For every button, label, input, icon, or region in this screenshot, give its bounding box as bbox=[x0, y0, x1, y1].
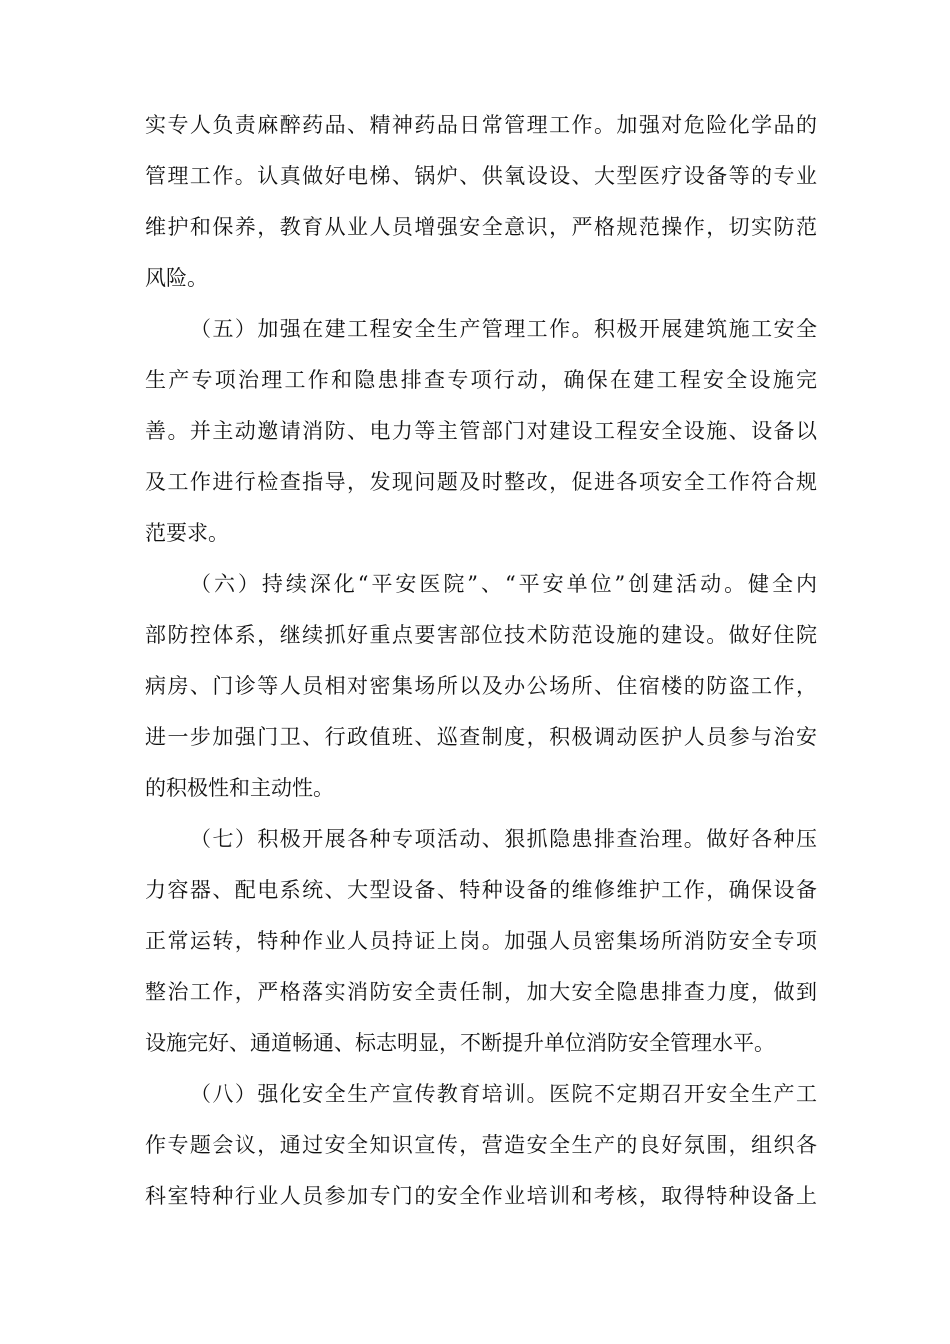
text-line: （七）积极开展各种专项活动、狠抓隐患排查治理。做好各种压 bbox=[190, 827, 817, 851]
paragraph-section-six bbox=[145, 559, 817, 814]
text-line: 管理工作。认真做好电梯、锅炉、供氧设设、大型医疗设备等的专业 bbox=[145, 164, 817, 188]
text-line: 力容器、配电系统、大型设备、特种设备的维修维护工作，确保设备 bbox=[145, 878, 817, 902]
text-line: 风险。 bbox=[145, 266, 208, 290]
text-line: 病房、门诊等人员相对密集场所以及办公场所、住宿楼的防盗工作， bbox=[145, 674, 817, 698]
text-line: （八）强化安全生产宣传教育培训。医院不定期召开安全生产工 bbox=[190, 1082, 817, 1106]
text-line: 维护和保养，教育从业人员增强安全意识，严格规范操作，切实防范 bbox=[145, 215, 817, 239]
text-line: 正常运转，特种作业人员持证上岗。加强人员密集场所消防安全专项 bbox=[145, 929, 817, 953]
text-line: 作专题会议，通过安全知识宣传，营造安全生产的良好氛围，组织各 bbox=[145, 1133, 817, 1157]
document-page bbox=[145, 100, 817, 1222]
paragraph-section-seven bbox=[145, 814, 817, 1069]
text-line: 范要求。 bbox=[145, 521, 229, 545]
text-line: 生产专项治理工作和隐患排查专项行动，确保在建工程安全设施完 bbox=[145, 368, 817, 392]
paragraph-continued bbox=[145, 100, 817, 304]
text-line: 实专人负责麻醉药品、精神药品日常管理工作。加强对危险化学品的 bbox=[145, 113, 817, 137]
text-line: 及工作进行检查指导，发现问题及时整改，促进各项安全工作符合规 bbox=[145, 470, 817, 494]
paragraph-section-five bbox=[145, 304, 817, 559]
paragraph-section-eight bbox=[145, 1069, 817, 1222]
text-line: 部防控体系，继续抓好重点要害部位技术防范设施的建设。做好住院 bbox=[145, 623, 817, 647]
text-line: 的积极性和主动性。 bbox=[145, 776, 334, 800]
text-line: 进一步加强门卫、行政值班、巡查制度，积极调动医护人员参与治安 bbox=[145, 725, 817, 749]
text-line: 设施完好、通道畅通、标志明显，不断提升单位消防安全管理水平。 bbox=[145, 1031, 775, 1055]
text-line: （六）持续深化“平安医院”、“平安单位”创建活动。健全内 bbox=[190, 572, 817, 596]
text-line: 整治工作，严格落实消防安全责任制，加大安全隐患排查力度，做到 bbox=[145, 980, 817, 1004]
text-line: 善。并主动邀请消防、电力等主管部门对建设工程安全设施、设备以 bbox=[145, 419, 817, 443]
text-line: （五）加强在建工程安全生产管理工作。积极开展建筑施工安全 bbox=[190, 317, 817, 341]
text-line: 科室特种行业人员参加专门的安全作业培训和考核，取得特种设备上 bbox=[145, 1184, 817, 1208]
